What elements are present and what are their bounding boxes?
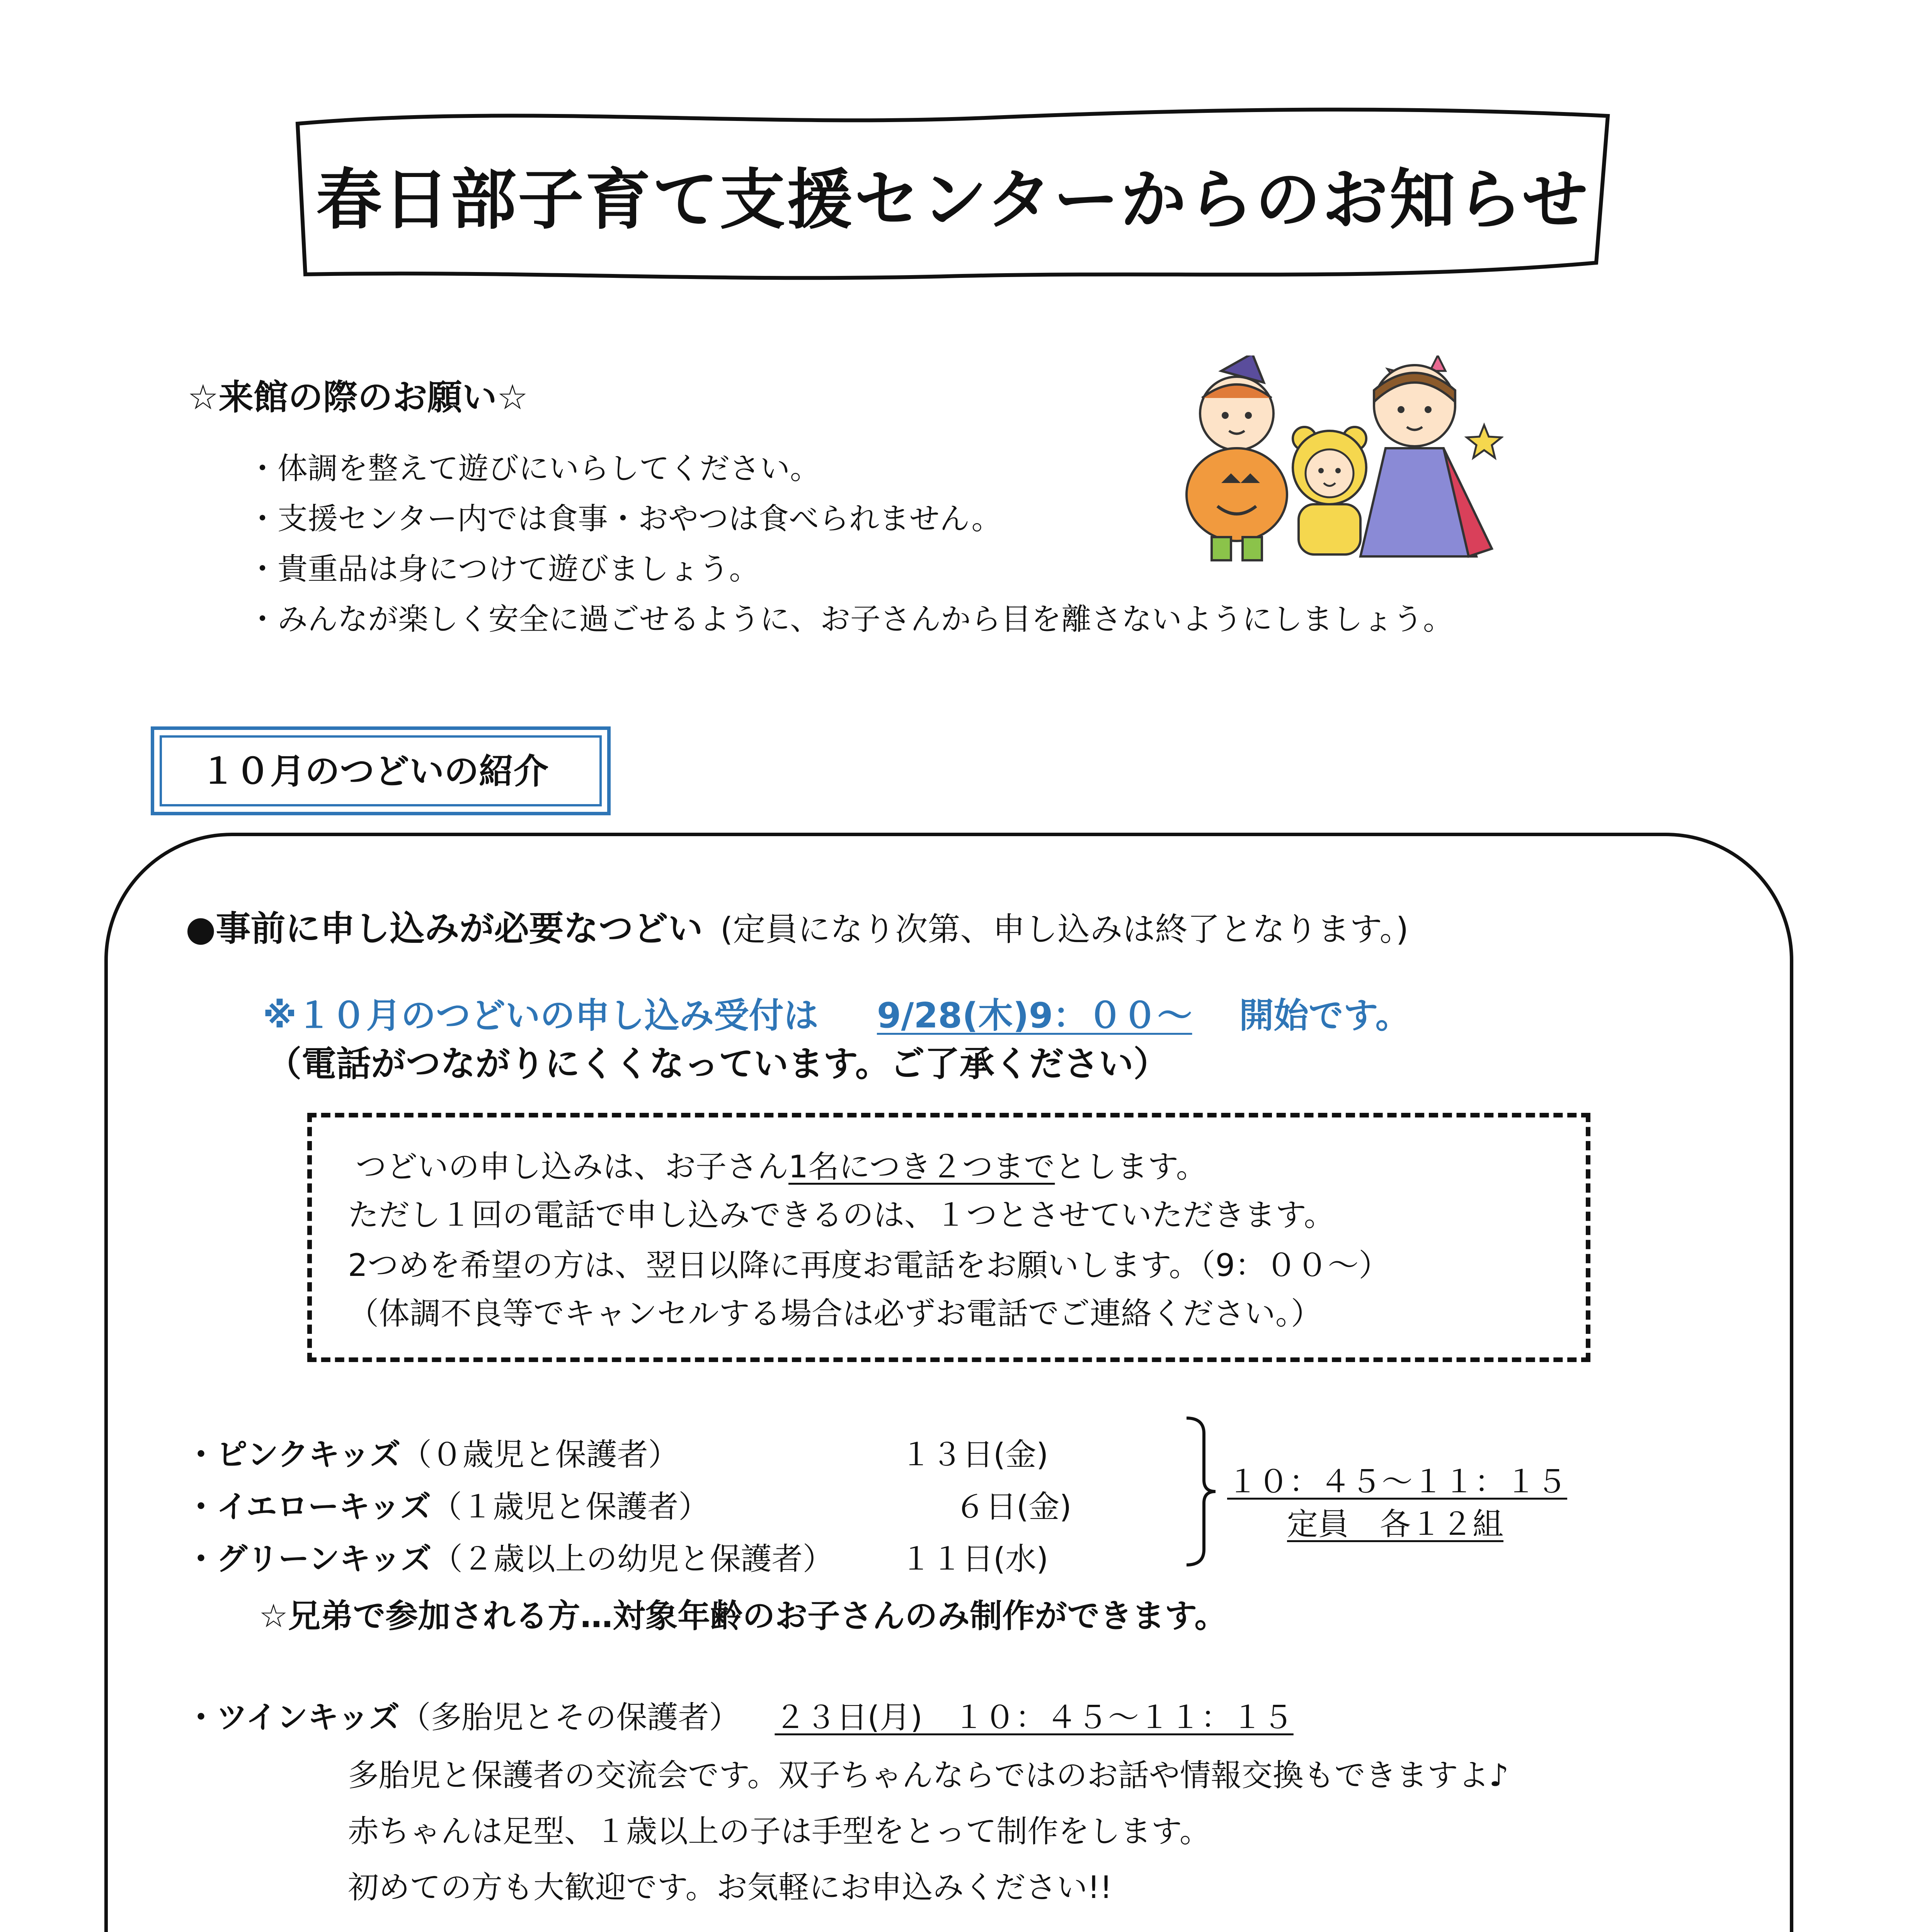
registration-heading: ●事前に申し込みが必要なつどい bbox=[186, 908, 703, 949]
note-item: ・みんなが楽しく安全に過ごせるように、お子さんから目を離さないようにしましょう。 bbox=[247, 602, 1454, 637]
event-description: 初めての方も大歓迎です。お気軽にお申込みください!! bbox=[348, 1869, 1112, 1905]
kids-capacity: 定員 各１２組 bbox=[1287, 1506, 1503, 1542]
notes-heading: ☆来館の際のお願い☆ bbox=[187, 377, 528, 418]
event-target: （０歳児と保護者） bbox=[400, 1437, 679, 1473]
rule-line: ただし１回の電話で申し込みできるのは、１つとさせていただきます。 bbox=[348, 1197, 1335, 1233]
kids-time: １０：４５～１１：１５ bbox=[1227, 1464, 1567, 1500]
event-description: 多胎児と保護者の交流会です。双子ちゃんならではのお話や情報交換もできますよ♪ bbox=[348, 1757, 1509, 1793]
page-title: 春日部子育て支援センターからのお知らせ bbox=[316, 162, 1590, 238]
section-label: １０月のつどいの紹介 bbox=[160, 735, 602, 806]
rule-line: （体調不良等でキャンセルする場合は必ずお電話でご連絡ください。） bbox=[348, 1296, 1322, 1332]
event-row-green bbox=[186, 1534, 834, 1578]
notice-suffix: 開始です。 bbox=[1239, 995, 1410, 1036]
note-item: ・体調を整えて遊びにいらしてください。 bbox=[247, 451, 821, 486]
event-name: ・グリーンキッズ bbox=[186, 1541, 432, 1577]
registration-notice bbox=[263, 987, 1410, 1037]
rule-text: つどいの申し込みは、お子さん bbox=[356, 1149, 788, 1185]
group-bracket bbox=[1183, 1414, 1217, 1569]
event-target: （多胎児とその保護者） bbox=[400, 1699, 740, 1735]
event-target: （２歳以上の幼児と保護者） bbox=[431, 1541, 834, 1577]
phone-note: （電話がつながりにくくなっています。ご了承ください） bbox=[267, 1044, 1168, 1084]
event-name: ・イエローキッズ bbox=[186, 1489, 431, 1525]
event-date: １３日(金) bbox=[901, 1437, 1049, 1473]
event-row-pink bbox=[186, 1430, 679, 1474]
rule-emphasis: 1名につき２つまで bbox=[788, 1149, 1055, 1185]
event-name: ・ピンクキッズ bbox=[186, 1437, 401, 1473]
event-description: 赤ちゃんは足型、１歳以上の子は手型をとって制作をします。 bbox=[348, 1813, 1210, 1849]
sibling-note: ☆兄弟で参加される方…対象年齢のお子さんのみ制作ができます。 bbox=[259, 1597, 1227, 1635]
note-item: ・貴重品は身につけて遊びましょう。 bbox=[247, 552, 759, 587]
notice-date: 9/28(木)9：００～ bbox=[877, 995, 1192, 1036]
event-date: １１日(水) bbox=[901, 1541, 1049, 1577]
event-name: ・ツインキッズ bbox=[186, 1699, 400, 1735]
event-row-twin bbox=[186, 1692, 1294, 1737]
registration-heading-note: (定員になり次第、申し込みは終了となります。) bbox=[720, 910, 1409, 948]
event-schedule: ２３日(月) １０：４５～１１：１５ bbox=[775, 1699, 1294, 1735]
rule-line bbox=[356, 1142, 1207, 1186]
halloween-kids-illustration bbox=[1175, 355, 1503, 572]
registration-heading-row bbox=[186, 900, 1408, 951]
section-label-box bbox=[151, 726, 611, 815]
rule-text: とします。 bbox=[1055, 1149, 1207, 1185]
note-item: ・支援センター内では食事・おやつは食べられません。 bbox=[247, 502, 1002, 536]
rule-line: 2つめを希望の方は、翌日以降に再度お電話をお願いします。（9：００～） bbox=[348, 1247, 1390, 1283]
event-date: ６日(金) bbox=[955, 1489, 1072, 1525]
event-row-yellow bbox=[186, 1482, 709, 1526]
event-target: （１歳児と保護者） bbox=[431, 1489, 710, 1525]
notice-prefix: ※１０月のつどいの申し込み受付は bbox=[263, 995, 819, 1036]
